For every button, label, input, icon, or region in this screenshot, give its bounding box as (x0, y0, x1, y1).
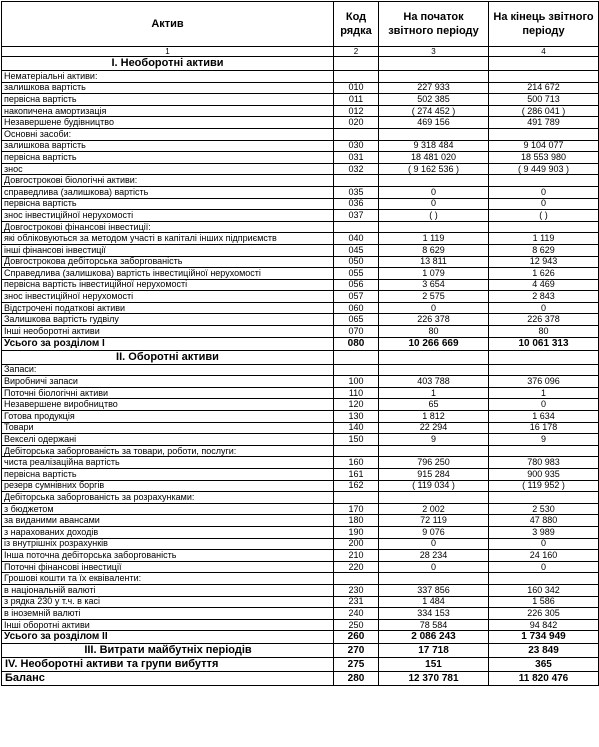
row-code: 070 (334, 326, 379, 338)
value-start: 151 (379, 658, 489, 672)
value-end (489, 445, 599, 457)
value-end (489, 57, 599, 71)
value-start: 796 250 (379, 457, 489, 469)
row-code: 035 (334, 186, 379, 198)
value-end: 160 342 (489, 584, 599, 596)
row-code: 080 (334, 337, 379, 350)
value-end: ( 286 041 ) (489, 105, 599, 117)
row-label: Усього за розділом І (2, 337, 334, 350)
value-end: 94 842 (489, 619, 599, 631)
row-label: накопичена амортизація (2, 105, 334, 117)
row-label: Запаси: (2, 364, 334, 376)
row-label: Незавершене виробництво (2, 399, 334, 411)
value-start (379, 573, 489, 585)
value-start: 17 718 (379, 644, 489, 658)
value-end: 900 935 (489, 469, 599, 481)
row-code: 230 (334, 584, 379, 596)
total-row (2, 631, 599, 644)
row-label: знос інвестиційної нерухомості (2, 291, 334, 303)
table-row (2, 492, 599, 504)
header-asset: Актив (2, 2, 334, 47)
row-code: 231 (334, 596, 379, 608)
table-row (2, 221, 599, 233)
value-end: 0 (489, 198, 599, 210)
row-label: первісна вартість (2, 198, 334, 210)
row-label: ІІІ. Витрати майбутніх періодів (2, 644, 334, 658)
table-row (2, 210, 599, 222)
value-end: ( 9 449 903 ) (489, 163, 599, 175)
value-end (489, 71, 599, 83)
row-label: Довгострокові біологічні активи: (2, 175, 334, 187)
row-code (334, 128, 379, 140)
row-label: Векселі одержані (2, 434, 334, 446)
row-label: Виробничі запаси (2, 376, 334, 388)
row-label: Інші оборотні активи (2, 619, 334, 631)
value-end: 4 469 (489, 279, 599, 291)
value-start (379, 492, 489, 504)
row-code: 012 (334, 105, 379, 117)
value-start: 227 933 (379, 82, 489, 94)
table-row (2, 163, 599, 175)
header-row (2, 2, 599, 47)
row-code: 110 (334, 387, 379, 399)
header-start: На початок звітного періоду (379, 2, 489, 47)
row-code: 057 (334, 291, 379, 303)
row-code: 140 (334, 422, 379, 434)
table-row (2, 302, 599, 314)
value-start: 0 (379, 186, 489, 198)
row-label: Справедлива (залишкова) вартість інвестиційної нерухомості (2, 268, 334, 280)
row-label: Залишкова вартість гудвілу (2, 314, 334, 326)
value-start: 226 378 (379, 314, 489, 326)
row-code: 161 (334, 469, 379, 481)
value-start: 1 484 (379, 596, 489, 608)
row-label: Довгострокові фінансові інвестиції: (2, 221, 334, 233)
row-label: справедлива (залишкова) вартість (2, 186, 334, 198)
value-start (379, 71, 489, 83)
value-start: 915 284 (379, 469, 489, 481)
value-end (489, 128, 599, 140)
table-row (2, 314, 599, 326)
row-code: 031 (334, 152, 379, 164)
value-start: 334 153 (379, 608, 489, 620)
row-code (334, 71, 379, 83)
value-start: 9 076 (379, 526, 489, 538)
row-label: Довгострокова дебіторська заборгованість (2, 256, 334, 268)
value-start: 22 294 (379, 422, 489, 434)
row-label: з нарахованих доходів (2, 526, 334, 538)
row-label: Інші необоротні активи (2, 326, 334, 338)
value-start: 0 (379, 302, 489, 314)
value-end (489, 221, 599, 233)
row-label: Основні засоби: (2, 128, 334, 140)
row-label: інші фінансові інвестиції (2, 244, 334, 256)
balance-sheet-table (1, 1, 599, 686)
value-end: 9 104 077 (489, 140, 599, 152)
row-code: 030 (334, 140, 379, 152)
value-end: 214 672 (489, 82, 599, 94)
table-row (2, 326, 599, 338)
row-code: 056 (334, 279, 379, 291)
table-row (2, 503, 599, 515)
section-heading-row (2, 57, 599, 71)
table-row (2, 140, 599, 152)
value-start: 9 (379, 434, 489, 446)
balance-sheet-body (2, 2, 599, 686)
row-label: які обліковуються за методом участі в капіталі інших підприємств (2, 233, 334, 245)
row-label: Поточні фінансові інвестиції (2, 561, 334, 573)
row-label: Баланс (2, 672, 334, 686)
table-row (2, 619, 599, 631)
row-label: в національній валюті (2, 584, 334, 596)
row-code (334, 221, 379, 233)
value-end: 23 849 (489, 644, 599, 658)
table-row (2, 538, 599, 550)
row-code: 011 (334, 94, 379, 106)
value-start (379, 57, 489, 71)
row-label: первісна вартість (2, 469, 334, 481)
row-label: залишкова вартість (2, 82, 334, 94)
table-row (2, 105, 599, 117)
row-code: 275 (334, 658, 379, 672)
row-code: 150 (334, 434, 379, 446)
row-code: 045 (334, 244, 379, 256)
header-code: Код рядка (334, 2, 379, 47)
table-row (2, 175, 599, 187)
row-label: Готова продукція (2, 411, 334, 423)
value-end: 24 160 (489, 550, 599, 562)
table-row (2, 291, 599, 303)
row-label: Поточні біологічні активи (2, 387, 334, 399)
value-end: 780 983 (489, 457, 599, 469)
value-end: 10 061 313 (489, 337, 599, 350)
row-code (334, 350, 379, 364)
row-label: знос інвестиційної нерухомості (2, 210, 334, 222)
value-start (379, 364, 489, 376)
value-end: 0 (489, 538, 599, 550)
row-label: резерв сумнівних боргів (2, 480, 334, 492)
table-row (2, 469, 599, 481)
row-code: 032 (334, 163, 379, 175)
value-start (379, 175, 489, 187)
table-row (2, 268, 599, 280)
value-end: 226 378 (489, 314, 599, 326)
value-start: 2 002 (379, 503, 489, 515)
value-end (489, 573, 599, 585)
table-row (2, 279, 599, 291)
value-start: 0 (379, 198, 489, 210)
column-number: 3 (379, 47, 489, 57)
value-start: 13 811 (379, 256, 489, 268)
table-row (2, 422, 599, 434)
value-start: 403 788 (379, 376, 489, 388)
value-end: 500 713 (489, 94, 599, 106)
table-row (2, 584, 599, 596)
row-code: 037 (334, 210, 379, 222)
row-code: 190 (334, 526, 379, 538)
row-label: Дебіторська заборгованість за розрахунками: (2, 492, 334, 504)
row-code: 065 (334, 314, 379, 326)
table-row (2, 117, 599, 129)
value-start: 1 (379, 387, 489, 399)
row-code: 050 (334, 256, 379, 268)
value-start: 1 079 (379, 268, 489, 280)
row-label: первісна вартість (2, 94, 334, 106)
table-row (2, 411, 599, 423)
value-start (379, 128, 489, 140)
value-start: 12 370 781 (379, 672, 489, 686)
row-code: 036 (334, 198, 379, 210)
value-start: 502 385 (379, 94, 489, 106)
row-code (334, 364, 379, 376)
total-row (2, 337, 599, 350)
column-number: 4 (489, 47, 599, 57)
value-end: 18 553 980 (489, 152, 599, 164)
value-start: ( 9 162 536 ) (379, 163, 489, 175)
value-start: 80 (379, 326, 489, 338)
row-code: 162 (334, 480, 379, 492)
value-end: 3 989 (489, 526, 599, 538)
row-code: 040 (334, 233, 379, 245)
table-row (2, 82, 599, 94)
row-label: первісна вартість інвестиційної нерухомості (2, 279, 334, 291)
value-end: 11 820 476 (489, 672, 599, 686)
row-label: за виданими авансами (2, 515, 334, 527)
table-row (2, 186, 599, 198)
table-row (2, 526, 599, 538)
table-row (2, 244, 599, 256)
value-start: 8 629 (379, 244, 489, 256)
table-row (2, 233, 599, 245)
row-label: залишкова вартість (2, 140, 334, 152)
table-row (2, 399, 599, 411)
row-label: IV. Необоротні активи та групи вибуття (2, 658, 334, 672)
value-end: 376 096 (489, 376, 599, 388)
value-end: 0 (489, 561, 599, 573)
value-end: 1 626 (489, 268, 599, 280)
value-start: 0 (379, 561, 489, 573)
table-row (2, 256, 599, 268)
value-end: 2 530 (489, 503, 599, 515)
value-end: 1 586 (489, 596, 599, 608)
value-start: 1 119 (379, 233, 489, 245)
row-label: Нематеріальні активи: (2, 71, 334, 83)
row-label: І. Необоротні активи (2, 57, 334, 71)
row-code: 055 (334, 268, 379, 280)
total-row (2, 644, 599, 658)
row-code: 020 (334, 117, 379, 129)
value-end: 0 (489, 186, 599, 198)
total-row (2, 672, 599, 686)
row-code (334, 573, 379, 585)
value-start: 2 086 243 (379, 631, 489, 644)
table-row (2, 445, 599, 457)
value-end: 491 789 (489, 117, 599, 129)
table-row (2, 608, 599, 620)
row-code: 180 (334, 515, 379, 527)
value-end: ( ) (489, 210, 599, 222)
value-end: 2 843 (489, 291, 599, 303)
row-code: 280 (334, 672, 379, 686)
value-end: ( 119 952 ) (489, 480, 599, 492)
value-start: 10 266 669 (379, 337, 489, 350)
table-row (2, 550, 599, 562)
row-code: 200 (334, 538, 379, 550)
column-number: 2 (334, 47, 379, 57)
value-start: 65 (379, 399, 489, 411)
row-label: Відстрочені податкові активи (2, 302, 334, 314)
row-code: 220 (334, 561, 379, 573)
table-row (2, 387, 599, 399)
row-code (334, 175, 379, 187)
value-end: 80 (489, 326, 599, 338)
row-label: чиста реалізаційна вартість (2, 457, 334, 469)
column-number-row (2, 47, 599, 57)
row-label: Товари (2, 422, 334, 434)
value-start: 78 584 (379, 619, 489, 631)
row-label: з рядка 230 у т.ч. в касі (2, 596, 334, 608)
table-row (2, 596, 599, 608)
value-start: 337 856 (379, 584, 489, 596)
row-code: 010 (334, 82, 379, 94)
row-code: 260 (334, 631, 379, 644)
value-end (489, 350, 599, 364)
row-code: 120 (334, 399, 379, 411)
row-label: Незавершене будівництво (2, 117, 334, 129)
value-start (379, 221, 489, 233)
table-row (2, 94, 599, 106)
value-start: ( ) (379, 210, 489, 222)
table-row (2, 457, 599, 469)
value-start (379, 445, 489, 457)
value-end: 12 943 (489, 256, 599, 268)
table-row (2, 128, 599, 140)
value-end: 1 119 (489, 233, 599, 245)
value-start: ( 119 034 ) (379, 480, 489, 492)
row-label: з бюджетом (2, 503, 334, 515)
total-row (2, 658, 599, 672)
value-end: 0 (489, 302, 599, 314)
value-start: 28 234 (379, 550, 489, 562)
value-start: 18 481 020 (379, 152, 489, 164)
value-start (379, 350, 489, 364)
value-end (489, 492, 599, 504)
value-end (489, 364, 599, 376)
value-start: 1 812 (379, 411, 489, 423)
table-row (2, 480, 599, 492)
table-row (2, 71, 599, 83)
row-label: Дебіторська заборгованість за товари, роботи, послуги: (2, 445, 334, 457)
table-row (2, 152, 599, 164)
row-label: Інша поточна дебіторська заборгованість (2, 550, 334, 562)
value-start: 469 156 (379, 117, 489, 129)
value-end: 16 178 (489, 422, 599, 434)
value-start: 2 575 (379, 291, 489, 303)
table-row (2, 515, 599, 527)
row-code: 130 (334, 411, 379, 423)
section-heading-row (2, 350, 599, 364)
value-end: 1 734 949 (489, 631, 599, 644)
value-start: ( 274 452 ) (379, 105, 489, 117)
value-start: 3 654 (379, 279, 489, 291)
value-end: 1 (489, 387, 599, 399)
value-end: 1 634 (489, 411, 599, 423)
value-end (489, 175, 599, 187)
value-end: 226 305 (489, 608, 599, 620)
value-end: 365 (489, 658, 599, 672)
row-code: 160 (334, 457, 379, 469)
row-code: 210 (334, 550, 379, 562)
row-code: 100 (334, 376, 379, 388)
table-row (2, 561, 599, 573)
row-label: із внутрішніх розрахунків (2, 538, 334, 550)
row-code (334, 445, 379, 457)
table-row (2, 434, 599, 446)
value-start: 72 119 (379, 515, 489, 527)
row-code: 270 (334, 644, 379, 658)
table-row (2, 364, 599, 376)
header-end: На кінець звітного періоду (489, 2, 599, 47)
value-end: 0 (489, 399, 599, 411)
row-code: 240 (334, 608, 379, 620)
value-end: 9 (489, 434, 599, 446)
row-code: 060 (334, 302, 379, 314)
value-end: 47 880 (489, 515, 599, 527)
row-code: 170 (334, 503, 379, 515)
row-code (334, 492, 379, 504)
value-start: 9 318 484 (379, 140, 489, 152)
row-code: 250 (334, 619, 379, 631)
column-number: 1 (2, 47, 334, 57)
value-start: 0 (379, 538, 489, 550)
row-label: знос (2, 163, 334, 175)
row-code (334, 57, 379, 71)
row-label: ІІ. Оборотні активи (2, 350, 334, 364)
table-row (2, 198, 599, 210)
row-label: Усього за розділом ІІ (2, 631, 334, 644)
table-row (2, 376, 599, 388)
row-label: в іноземній валюті (2, 608, 334, 620)
row-label: Грошові кошти та їх еквіваленти: (2, 573, 334, 585)
row-label: первісна вартість (2, 152, 334, 164)
table-row (2, 573, 599, 585)
value-end: 8 629 (489, 244, 599, 256)
